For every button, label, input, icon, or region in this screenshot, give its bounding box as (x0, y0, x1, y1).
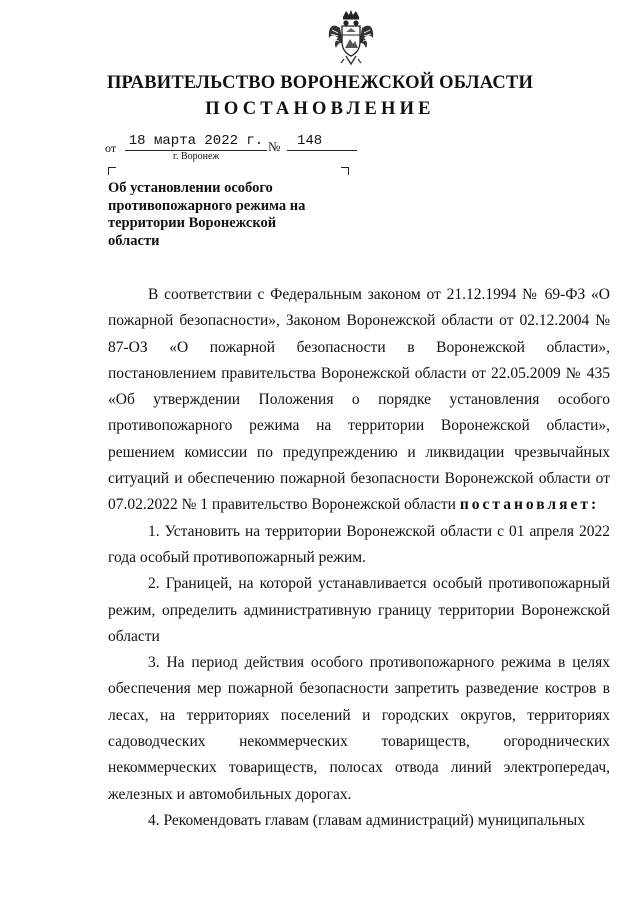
coat-of-arms-icon (326, 8, 376, 66)
item-paragraph: 1. Установить на территории Воронежской области с 01 апреля 2022 года особый противопожарный режим. (108, 522, 610, 566)
government-name: ПРАВИТЕЛЬСТВО ВОРОНЕЖСКОЙ ОБЛАСТИ (106, 73, 534, 93)
document-subject: Об установлении особого противопожарного режима на территории Воронежской области (108, 180, 306, 249)
document-body (108, 282, 610, 834)
corner-mark-right (341, 167, 349, 175)
document-type: ПОСТАНОВЛЕНИЕ (205, 99, 435, 119)
preamble-text: В соответствии с Федеральным законом от 21.12.1994 № 69-ФЗ «О пожарной безопасности», Законом Воронежской области от 02.12.2004 № 87-ОЗ «О пожарной безопасности в Воронежской области», постановлением правительства Воронежской области от 22.05.2009 № 435 «Об утверждении Положения о порядке установления особого противопожарного режима на территории Воронежской области», решением комиссии по предупреждению и ликвидации чрезвычайных ситуаций и обеспечению пожарной безопасности Воронежской области от 07.02.2022 № 1 правительство Воронежской области (108, 286, 610, 514)
document-number: 148 (287, 133, 357, 151)
date-prefix: от (105, 141, 117, 155)
item-paragraph: 3. На период действия особого противопожарного режима в целях обеспечения мер пожарной безопасности запретить разведение костров в лесах, на территориях поселений и городских округов, территориях садоводческих некоммерческих товариществ, огороднических некоммерческих товариществ, полосах отвода линий электропередач, железных и автомобильных дорогах. (108, 654, 610, 803)
city: г. Воронеж (173, 151, 220, 162)
date-number-row (105, 133, 365, 155)
document-date: 18 марта 2022 г. (125, 133, 267, 151)
item-paragraph: 4. Рекомендовать главам (главам администраций) муниципальных (148, 811, 585, 829)
item-paragraph: 2. Границей, на которой устанавливается особый противопожарный режим, определить административную границу территории Воронежской области (108, 575, 610, 645)
preamble-paragraph (108, 282, 610, 519)
number-sign: № (268, 139, 281, 154)
decree-word: постановляет: (459, 496, 600, 514)
corner-mark-left (108, 167, 116, 175)
